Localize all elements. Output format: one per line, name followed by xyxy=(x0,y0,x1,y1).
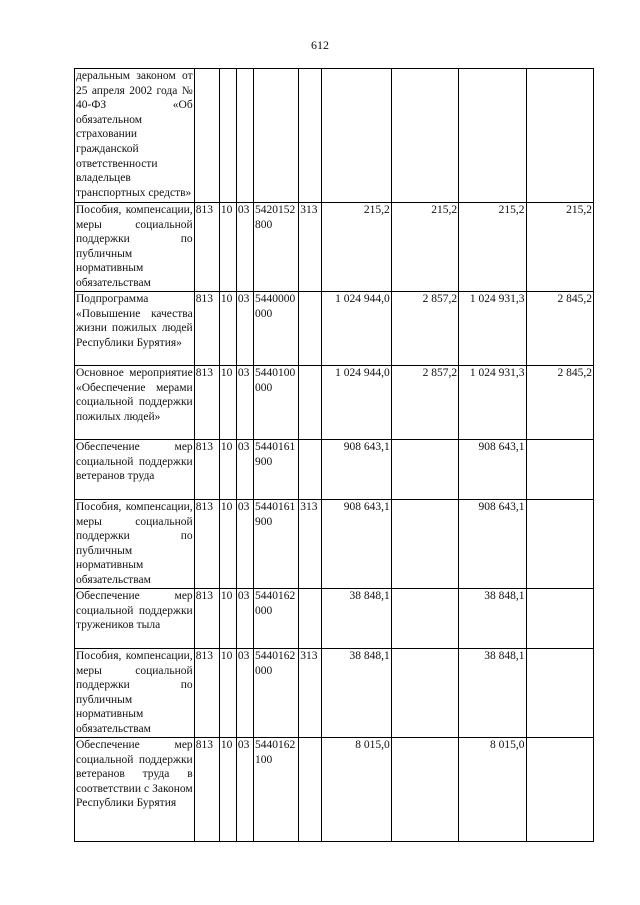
pr-cell: 03 xyxy=(236,738,253,842)
vr-cell xyxy=(299,738,322,842)
gr-cell xyxy=(194,69,219,203)
row-name-cell: Обеспечение мер социальной поддержки ветеранов труда xyxy=(75,440,195,500)
amount-4-cell xyxy=(526,649,593,738)
amount-1-cell: 1 024 944,0 xyxy=(322,292,391,366)
gr-cell: 813 xyxy=(194,738,219,842)
amount-4-cell xyxy=(526,500,593,589)
pr-cell: 03 xyxy=(236,500,253,589)
table-row xyxy=(75,366,594,440)
pr-cell: 03 xyxy=(236,589,253,649)
amount-3-cell: 8 015,0 xyxy=(459,738,526,842)
amount-4-cell xyxy=(526,440,593,500)
rz-cell: 10 xyxy=(219,203,236,292)
row-name-cell: Обеспечение мер социальной поддержки тружеников тыла xyxy=(75,589,195,649)
row-name-cell: Основное мероприятие «Обеспечение мерами социальной поддержки пожилых людей» xyxy=(75,366,195,440)
amount-3-cell: 1 024 931,3 xyxy=(459,292,526,366)
amount-3-cell xyxy=(459,69,526,203)
vr-cell xyxy=(299,292,322,366)
amount-4-cell: 215,2 xyxy=(526,203,593,292)
amount-1-cell: 38 848,1 xyxy=(322,649,391,738)
row-name-cell: Пособия, компенсации, меры социальной поддержки по публичным нормативным обязательствам xyxy=(75,649,195,738)
amount-2-cell xyxy=(391,649,458,738)
rz-cell: 10 xyxy=(219,500,236,589)
amount-1-cell: 215,2 xyxy=(322,203,391,292)
amount-3-cell: 908 643,1 xyxy=(459,440,526,500)
gr-cell: 813 xyxy=(194,440,219,500)
amount-4-cell xyxy=(526,738,593,842)
amount-3-cell: 1 024 931,3 xyxy=(459,366,526,440)
row-name-cell: Обеспечение мер социальной поддержки ветеранов труда в соответствии с Законом Республики Бурятия xyxy=(75,738,195,842)
page-number: 612 xyxy=(311,38,329,52)
amount-1-cell: 908 643,1 xyxy=(322,440,391,500)
pr-cell: 03 xyxy=(236,649,253,738)
row-name-cell: Пособия, компенсации, меры социальной поддержки по публичным нормативным обязательствам xyxy=(75,203,195,292)
vr-cell xyxy=(299,69,322,203)
gr-cell: 813 xyxy=(194,589,219,649)
vr-cell xyxy=(299,366,322,440)
gr-cell: 813 xyxy=(194,366,219,440)
amount-2-cell: 2 857,2 xyxy=(391,366,458,440)
table-row xyxy=(75,649,594,738)
amount-2-cell xyxy=(391,738,458,842)
vr-cell: 313 xyxy=(299,203,322,292)
rz-cell: 10 xyxy=(219,649,236,738)
table-row xyxy=(75,440,594,500)
table-row xyxy=(75,738,594,842)
amount-1-cell: 38 848,1 xyxy=(322,589,391,649)
amount-4-cell xyxy=(526,589,593,649)
vr-cell: 313 xyxy=(299,500,322,589)
csr-cell xyxy=(254,69,299,203)
amount-1-cell: 8 015,0 xyxy=(322,738,391,842)
row-name-cell: Подпрограмма «Повышение качества жизни пожилых людей Республики Бурятия» xyxy=(75,292,195,366)
pr-cell: 03 xyxy=(236,366,253,440)
rz-cell: 10 xyxy=(219,292,236,366)
amount-3-cell: 908 643,1 xyxy=(459,500,526,589)
rz-cell xyxy=(219,69,236,203)
csr-cell: 5440162100 xyxy=(254,738,299,842)
table-row xyxy=(75,203,594,292)
row-name-cell: деральным законом от 25 апреля 2002 года № 40-ФЗ «Об обязательном страховании гражданской ответственности владельцев транспортных средств» xyxy=(75,69,195,203)
vr-cell xyxy=(299,440,322,500)
amount-2-cell xyxy=(391,589,458,649)
gr-cell: 813 xyxy=(194,292,219,366)
amount-4-cell: 2 845,2 xyxy=(526,366,593,440)
csr-cell: 5440161900 xyxy=(254,500,299,589)
pr-cell xyxy=(236,69,253,203)
csr-cell: 5440162000 xyxy=(254,649,299,738)
budget-table xyxy=(74,68,594,842)
rz-cell: 10 xyxy=(219,440,236,500)
amount-1-cell: 908 643,1 xyxy=(322,500,391,589)
table-row xyxy=(75,292,594,366)
amount-2-cell: 215,2 xyxy=(391,203,458,292)
csr-cell: 5440161900 xyxy=(254,440,299,500)
gr-cell: 813 xyxy=(194,649,219,738)
table-row xyxy=(75,69,594,203)
amount-2-cell xyxy=(391,69,458,203)
row-name-cell: Пособия, компенсации, меры социальной поддержки по публичным нормативным обязательствам xyxy=(75,500,195,589)
rz-cell: 10 xyxy=(219,366,236,440)
amount-1-cell: 1 024 944,0 xyxy=(322,366,391,440)
table-row xyxy=(75,589,594,649)
rz-cell: 10 xyxy=(219,589,236,649)
pr-cell: 03 xyxy=(236,440,253,500)
amount-3-cell: 38 848,1 xyxy=(459,589,526,649)
amount-3-cell: 38 848,1 xyxy=(459,649,526,738)
csr-cell: 5440100000 xyxy=(254,366,299,440)
amount-1-cell xyxy=(322,69,391,203)
amount-4-cell xyxy=(526,69,593,203)
pr-cell: 03 xyxy=(236,292,253,366)
csr-cell: 5440162000 xyxy=(254,589,299,649)
amount-2-cell: 2 857,2 xyxy=(391,292,458,366)
gr-cell: 813 xyxy=(194,203,219,292)
vr-cell: 313 xyxy=(299,649,322,738)
amount-3-cell: 215,2 xyxy=(459,203,526,292)
csr-cell: 5420152800 xyxy=(254,203,299,292)
table-body xyxy=(75,69,594,842)
amount-2-cell xyxy=(391,440,458,500)
vr-cell xyxy=(299,589,322,649)
gr-cell: 813 xyxy=(194,500,219,589)
amount-2-cell xyxy=(391,500,458,589)
rz-cell: 10 xyxy=(219,738,236,842)
csr-cell: 5440000000 xyxy=(254,292,299,366)
table-row xyxy=(75,500,594,589)
amount-4-cell: 2 845,2 xyxy=(526,292,593,366)
pr-cell: 03 xyxy=(236,203,253,292)
